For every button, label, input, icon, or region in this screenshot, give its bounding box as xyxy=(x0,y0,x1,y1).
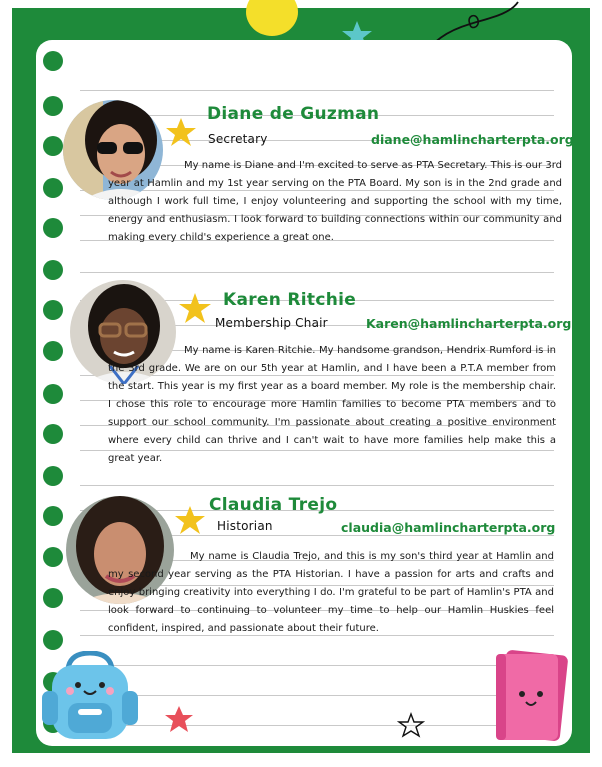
star-icon xyxy=(164,705,194,733)
member-bio: My name is Karen Ritchie. My handsome grandson, Hendrix Rumford is in the 3rd grade. We are on our 5th year at Hamlin, and I have been a P.T.A member from the start. This year is my first year as a board member. My role is the membership chair. I chose this role to encourage more Hamlin families to become PTA members and to support our school community. I'm passionate about creating a positive environment where every child can thrive and I can't wait to have more families help make this a great year. xyxy=(108,345,556,464)
binder-hole xyxy=(43,466,63,486)
member-name: Diane de Guzman xyxy=(207,104,380,124)
member-email[interactable]: claudia@hamlincharterpta.org xyxy=(341,520,556,535)
binder-hole xyxy=(43,51,63,71)
binder-hole xyxy=(43,178,63,198)
binder-hole xyxy=(43,136,63,156)
member-name: Claudia Trejo xyxy=(209,495,338,515)
member-role: Secretary xyxy=(208,132,268,146)
backpack-icon xyxy=(40,651,140,743)
binder-hole xyxy=(43,300,63,320)
star-icon xyxy=(178,292,212,324)
member-role: Historian xyxy=(217,519,273,533)
member-email[interactable]: diane@hamlincharterpta.org xyxy=(371,132,574,147)
member-bio: My name is Diane and I'm excited to serve as PTA Secretary. This is our 3rd year at Hamlin and my 1st year serving on the PTA Board. My son is in the 2nd grade and although I work full time, I enjoy volunteering and supporting the school with my time, energy and enthusiasm. I look forward to building connections within our community and making every child's experience a great one. xyxy=(108,160,562,243)
doodle-star-icon xyxy=(397,712,425,738)
binder-hole xyxy=(43,218,63,238)
binder-hole xyxy=(43,506,63,526)
book-icon xyxy=(488,648,568,744)
sun-icon xyxy=(246,0,298,36)
binder-hole xyxy=(43,424,63,444)
star-icon xyxy=(165,117,197,147)
binder-hole xyxy=(43,96,63,116)
binder-hole xyxy=(43,588,63,608)
member-name: Karen Ritchie xyxy=(223,290,357,310)
member-role: Membership Chair xyxy=(215,316,328,330)
binder-hole xyxy=(43,260,63,280)
binder-hole xyxy=(43,384,63,404)
binder-hole xyxy=(43,341,63,361)
binder-hole xyxy=(43,547,63,567)
binder-hole xyxy=(43,630,63,650)
member-bio: My name is Claudia Trejo, and this is my son's third year at Hamlin and my second year serving as the PTA Historian. I have a passion for arts and crafts and enjoy bringing creativity into everything I do. I'm grateful to be part of Hamlin's PTA and look forward to continuing to volunteer my time to help our Hamlin Huskies feel confident, inspired, and passionate about their future. xyxy=(108,551,554,634)
star-icon xyxy=(174,505,206,535)
member-email[interactable]: Karen@hamlincharterpta.org xyxy=(366,316,572,331)
